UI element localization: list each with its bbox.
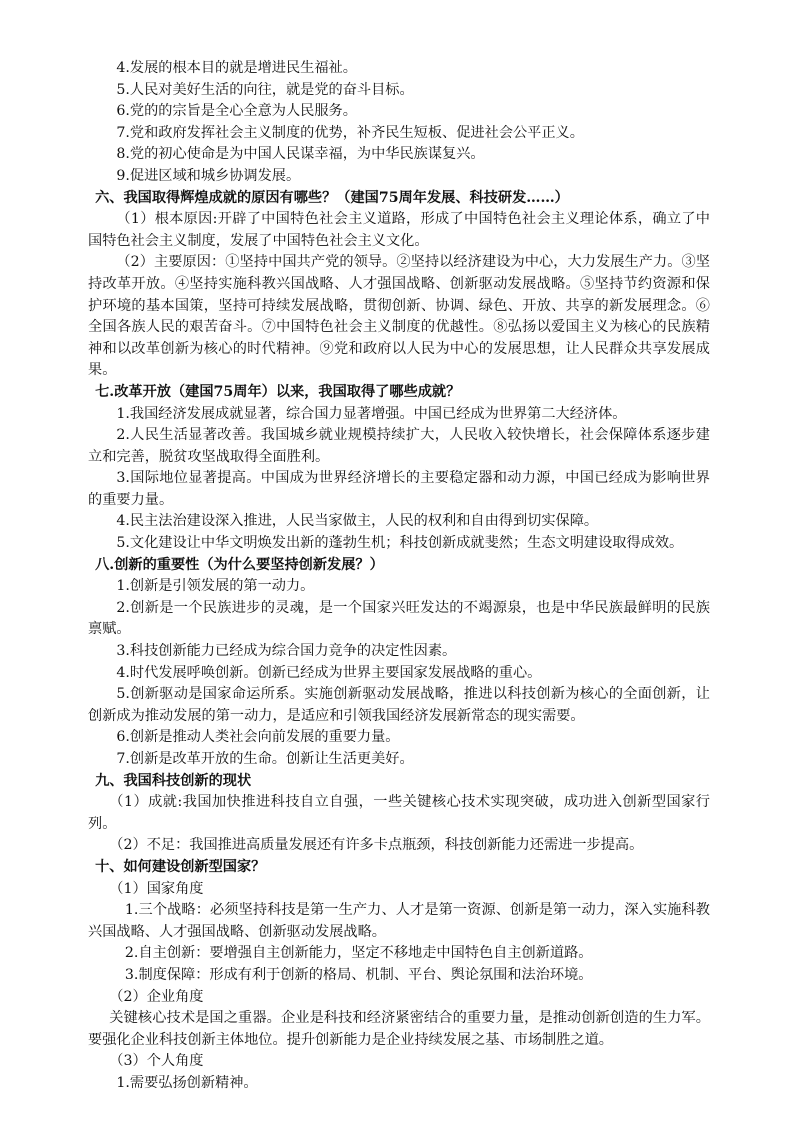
list-item: 1.创新是引领发展的第一动力。 [116,578,315,595]
list-item: 7.创新是改革开放的生命。创新让生活更美好。 [116,751,414,767]
list-item: 2.创新是一个民族进步的灵魂，是一个国家兴旺发达的不竭源泉，也是中华民族最鲜明的民族禀赋。 [88,599,710,638]
list-item: 1.需要弘扬创新精神。 [116,1074,258,1091]
section-heading-10: 十、如何建设创新型国家？ [95,858,266,875]
list-item: 3.制度保障：形成有利于创新的格局、机制、平台、舆论氛围和法治环境。 [124,966,593,983]
list-item: 6.创新是推动人类社会向前发展的重要力量。 [116,729,400,746]
list-item: 3.科技创新能力已经成为综合国力竞争的决定性因素。 [116,643,457,660]
list-item: 6.党的的宗旨是全心全意为人民服务。 [116,103,357,120]
list-item: 1.我国经济发展成就显著，综合国力显著增强。中国已经成为世界第二大经济体。 [116,405,627,422]
list-item: 7.党和政府发挥社会主义制度的优势，补齐民生短板、促进社会公平正义。 [116,124,584,141]
list-item: 4.时代发展呼唤创新。创新已经成为世界主要国家发展战略的重心。 [116,664,542,681]
list-item: 3.国际地位显著提高。中国成为世界经济增长的主要稳定器和动力源，中国已经成为影响世界的重要力量。 [88,470,710,508]
list-item: 5.创新驱动是国家命运所系。实施创新驱动发展战略，推进以科技创新为核心的全面创新，让创新成为推动发展的第一动力，是适应和引领我国经济发展新常态的现实需要。 [88,686,710,724]
paragraph: （1）成就:我国加快推进科技自立自强，一些关键核心技术实现突破，成功进入创新型国家行列。 [88,794,710,832]
paragraph: （2）不足：我国推进高质量发展还有许多卡点瓶颈，科技创新能力还需进一步提高。 [109,837,644,854]
section-heading-8: 八.创新的重要性（为什么要坚持创新发展？） [95,556,384,573]
section-heading-9: 九、我国科技创新的现状 [95,772,252,789]
list-item: 5.人民对美好生活的向往，就是党的奋斗目标。 [116,81,414,98]
paragraph: 关键核心技术是国之重器。企业是科技和经济紧密结合的重要力量，是推动创新创造的生力军。要强化企业科技创新主体地位。提升创新能力是企业持续发展之基、市场制胜之道。 [88,1010,710,1048]
list-item: 9.促进区域和城乡协调发展。 [116,167,301,184]
subheading: （1）国家角度 [109,880,204,897]
paragraph: （1）根本原因:开辟了中国特色社会主义道路，形成了中国特色社会主义理论体系，确立了中国特色社会主义制度，发展了中国特色社会主义文化。 [88,211,710,249]
subheading: （2）企业角度 [109,988,204,1005]
list-item: 1.三个战略：必须坚持科技是第一生产力、人才是第一资源、创新是第一动力，深入实施科教兴国战略、人才强国战略、创新驱动发展战略。 [88,902,710,940]
paragraph: （2）主要原因：①坚持中国共产党的领导。②坚持以经济建设为中心，大力发展生产力。③坚持改革开放。④坚持实施科教兴国战略、人才强国战略、创新驱动发展战略。⑤坚持节约资源和保护环境的基本国策，坚持可持续发展战略，贯彻创新、协调、绿色、开放、共享的新发展理念。⑥全国各族人民的艰苦奋斗。⑦中国特色社会主义制度的优越性。⑧弘扬以爱国主义为核心的民族精神和以改革创新为核心的时代精神。⑨党和政府以人民为中心的发展思想，让人民群众共享发展成果。 [88,254,710,379]
list-item: 2.人民生活显著改善。我国城乡就业规模持续扩大，人民收入较快增长，社会保障体系逐步建立和完善，脱贫攻坚战取得全面胜利。 [88,427,710,465]
list-item: 8.党的初心使命是为中国人民谋幸福，为中华民族谋复兴。 [116,146,485,163]
document-page [88,58,710,1095]
list-item: 4.发展的根本目的就是增进民生福祉。 [116,60,357,76]
subheading: （3）个人角度 [109,1053,204,1070]
section-heading-7: 七.改革开放（建国75周年）以来，我国取得了哪些成就？ [95,383,461,400]
list-item: 4.民主法治建设深入推进，人民当家做主，人民的权利和自由得到切实保障。 [116,513,599,530]
list-item: 2.自主创新：要增强自主创新能力，坚定不移地走中国特色自主创新道路。 [124,945,593,962]
section-heading-6: 六、我国取得辉煌成就的原因有哪些？（建国75周年发展、科技研发……） [95,189,569,206]
list-item: 5.文化建设让中华文明焕发出新的蓬勃生机；科技创新成就斐然；生态文明建设取得成效。 [116,535,684,552]
